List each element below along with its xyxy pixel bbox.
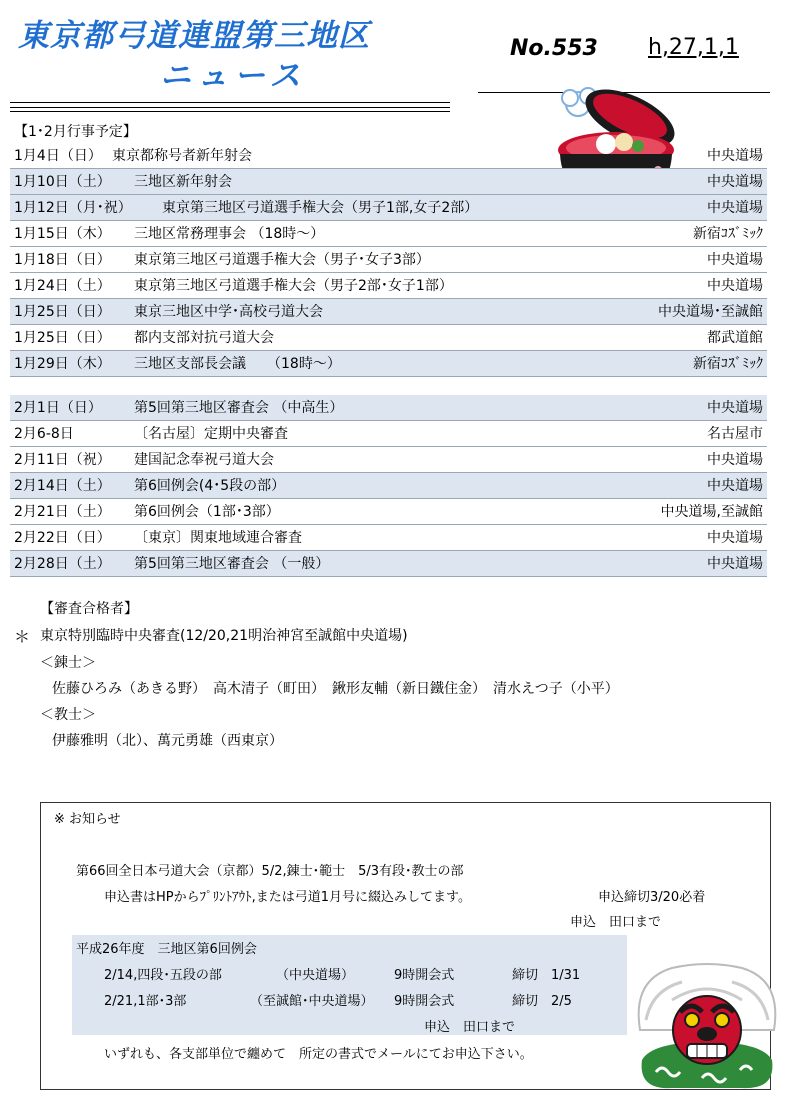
- newsletter-subtitle: ニュース: [160, 58, 307, 94]
- meeting-title: 平成26年度 三地区第6回例会: [76, 942, 257, 957]
- exam-title: 東京特別臨時中央審査(12/20,21明治神宮至誠館中央道場): [40, 628, 408, 644]
- event-name: 三地区常務理事会 （18時～）: [134, 226, 325, 242]
- event-name: 〔名古屋〕定期中央審査: [134, 426, 288, 442]
- schedule-row: [10, 551, 767, 577]
- event-date: 1月25日（日）: [14, 304, 111, 320]
- schedule-row: [10, 351, 767, 377]
- schedule-row: [10, 299, 767, 325]
- schedule-row: [10, 395, 767, 421]
- event-venue: 中央道場: [707, 200, 763, 216]
- event-name: 東京第三地区弓道選手権大会（男子･女子3部）: [134, 252, 430, 268]
- event-venue: 中央道場: [707, 452, 763, 468]
- event-date: 1月29日（木）: [14, 356, 111, 372]
- event-date: 1月24日（土）: [14, 278, 111, 294]
- event-venue: 名古屋市: [707, 426, 763, 442]
- event-name: 第6回例会（1部･3部）: [134, 504, 280, 520]
- event-name: 建国記念奉祝弓道大会: [134, 452, 274, 468]
- event-name: 第5回第三地区審査会 （一般）: [134, 556, 330, 572]
- february-schedule: [10, 395, 767, 577]
- notice-tournament: 第66回全日本弓道大会（京都）5/2,錬士･範士 5/3有段･教士の部: [76, 864, 464, 879]
- shishimai-lion-illustration: [632, 960, 782, 1090]
- meeting-contact: 申込 田口まで: [424, 1020, 516, 1035]
- notice-footer: いずれも、各支部単位で纏めて 所定の書式でメールにてお申込下さい。: [104, 1047, 533, 1062]
- schedule-row: [10, 473, 767, 499]
- issue-number: No.553: [510, 36, 598, 61]
- notice-application-info: 申込書はHPからﾌﾟﾘﾝﾄｱｳﾄ,または弓道1月号に綴込みしてます。: [104, 890, 471, 905]
- event-name: 第6回例会(4･5段の部）: [134, 478, 286, 494]
- event-name: 東京第三地区弓道選手権大会（男子2部･女子1部）: [134, 278, 453, 294]
- schedule-row: [10, 421, 767, 447]
- event-venue: 都武道館: [707, 330, 763, 346]
- notice-label: ※ お知らせ: [54, 812, 121, 827]
- kyoshi-label: ＜教士＞: [40, 707, 96, 723]
- newsletter-title: 東京都弓道連盟第三地区: [18, 18, 370, 54]
- event-venue: 中央道場: [707, 148, 763, 164]
- event-venue: 新宿ｺｽﾞﾐｯｸ: [693, 356, 763, 372]
- event-venue: 新宿ｺｽﾞﾐｯｸ: [693, 226, 763, 242]
- event-name: 三地区新年射会: [134, 174, 232, 190]
- event-date: 1月18日（日）: [14, 252, 111, 268]
- event-date: 2月28日（土）: [14, 556, 111, 572]
- schedule-row: [10, 525, 767, 551]
- event-name: 東京三地区中学･高校弓道大会: [134, 304, 323, 320]
- event-date: 1月4日（日）: [14, 148, 102, 164]
- schedule-row: [10, 143, 767, 169]
- notice-contact: 申込 田口まで: [570, 915, 662, 930]
- passers-label: 【審査合格者】: [40, 601, 138, 617]
- event-date: 2月6-8日: [14, 426, 74, 442]
- event-venue: 中央道場･至誠館: [658, 304, 763, 320]
- event-date: 1月25日（日）: [14, 330, 111, 346]
- meeting2-place: （至誠館･中央道場）: [250, 994, 374, 1009]
- schedule-row: [10, 325, 767, 351]
- event-date: 1月10日（土）: [14, 174, 111, 190]
- event-date: 2月1日（日）: [14, 400, 102, 416]
- event-venue: 中央道場: [707, 252, 763, 268]
- notice-deadline: 申込締切3/20必着: [598, 890, 706, 905]
- kyoshi-names: 伊藤雅明（北）、萬元勇雄（西東京）: [52, 733, 283, 749]
- event-venue: 中央道場,至誠館: [660, 504, 763, 520]
- meeting2-time: 9時開会式: [394, 994, 455, 1009]
- event-venue: 中央道場: [707, 478, 763, 494]
- event-name: 〔東京〕関東地域連合審査: [134, 530, 302, 546]
- event-date: 2月21日（土）: [14, 504, 111, 520]
- event-name: 東京第三地区弓道選手権大会（男子1部,女子2部）: [162, 200, 479, 216]
- event-venue: 中央道場: [707, 530, 763, 546]
- event-name: 三地区支部長会議 （18時～）: [134, 356, 341, 372]
- event-venue: 中央道場: [707, 556, 763, 572]
- meeting1-date: 2/14,四段･五段の部: [104, 968, 222, 983]
- schedule-row: [10, 221, 767, 247]
- event-date: 1月15日（木）: [14, 226, 111, 242]
- title-underline: [10, 102, 450, 103]
- issue-date: h,27,1,1: [648, 35, 739, 60]
- event-date: 2月22日（日）: [14, 530, 111, 546]
- schedule-row: [10, 195, 767, 221]
- title-double-underline: [10, 107, 450, 112]
- schedule-row: [10, 273, 767, 299]
- event-name: 都内支部対抗弓道大会: [134, 330, 274, 346]
- schedule-row: [10, 169, 767, 195]
- meeting2-deadline: 締切 2/5: [512, 994, 572, 1009]
- meeting1-deadline: 締切 1/31: [512, 968, 581, 983]
- schedule-row: [10, 447, 767, 473]
- renshi-names: 佐藤ひろみ（あきる野） 高木清子（町田） 鍬形友輔（新日鐵住金） 清水えつ子（小平）: [52, 681, 619, 697]
- event-venue: 中央道場: [707, 174, 763, 190]
- meeting2-date: 2/21,1部･3部: [104, 994, 187, 1009]
- event-date: 2月14日（土）: [14, 478, 111, 494]
- schedule-label: 【1･2月行事予定】: [14, 124, 137, 140]
- event-date: 1月12日（月･祝）: [14, 200, 132, 216]
- schedule-row: [10, 499, 767, 525]
- event-name: 東京都称号者新年射会: [112, 148, 252, 164]
- meeting1-place: （中央道場）: [276, 968, 355, 983]
- schedule-row: [10, 247, 767, 273]
- event-venue: 中央道場: [707, 278, 763, 294]
- event-name: 第5回第三地区審査会 （中高生）: [134, 400, 344, 416]
- meeting1-time: 9時開会式: [394, 968, 455, 983]
- renshi-label: ＜錬士＞: [40, 655, 96, 671]
- january-schedule: [10, 143, 767, 377]
- bullet-asterisk: ＊: [14, 627, 31, 646]
- event-venue: 中央道場: [707, 400, 763, 416]
- event-date: 2月11日（祝）: [14, 452, 111, 468]
